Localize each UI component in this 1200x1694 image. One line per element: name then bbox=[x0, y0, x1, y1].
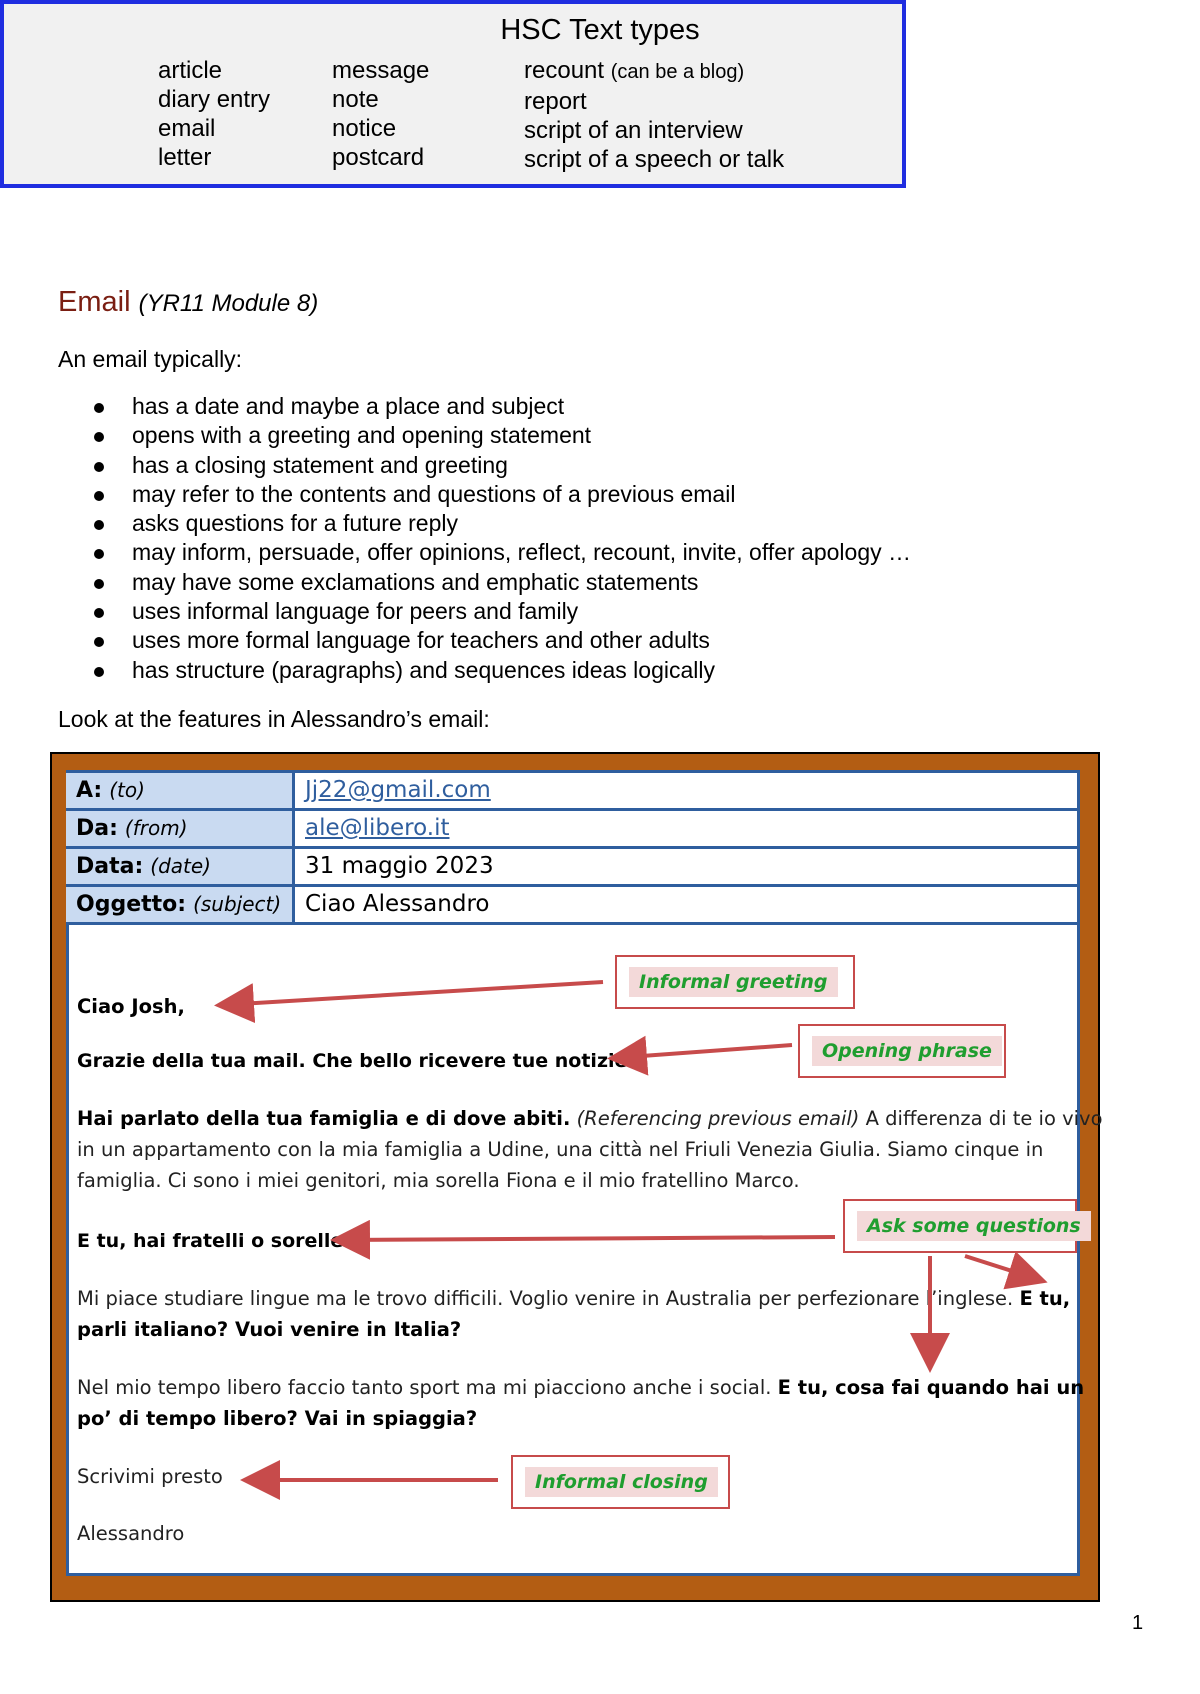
text-types-column-2 bbox=[332, 56, 429, 172]
list-item: may inform, persuade, offer opinions, reflect, recount, invite, offer apology … bbox=[94, 538, 911, 567]
email-signature: Alessandro bbox=[77, 1522, 185, 1545]
email-to-value[interactable] bbox=[305, 773, 491, 808]
page-number: 1 bbox=[1132, 1612, 1144, 1634]
email-from-row bbox=[66, 811, 1080, 849]
section-heading bbox=[58, 286, 318, 319]
annotation-informal-closing bbox=[511, 1455, 730, 1509]
text-type-item: letter bbox=[158, 144, 212, 171]
email-greeting: Ciao Josh, bbox=[77, 995, 185, 1018]
text-types-column-1 bbox=[158, 56, 270, 172]
email-from-link[interactable]: ale@libero.it bbox=[305, 815, 450, 841]
annotation-ask-questions bbox=[843, 1199, 1081, 1253]
email-from-label: Da: (from) bbox=[66, 811, 295, 846]
text-type-item: article bbox=[158, 57, 223, 84]
annotation-label: Opening phrase bbox=[812, 1036, 1002, 1066]
email-date-row bbox=[66, 849, 1080, 887]
text-type-item: recount bbox=[524, 57, 605, 84]
annotation-opening-phrase bbox=[798, 1024, 1006, 1078]
email-to-label: A: (to) bbox=[66, 773, 295, 808]
text-type-item: note bbox=[332, 86, 379, 113]
text-type-item: notice bbox=[332, 115, 397, 142]
email-date-value: 31 maggio 2023 bbox=[305, 853, 494, 879]
list-item: asks questions for a future reply bbox=[94, 509, 911, 538]
annotation-label: Informal closing bbox=[525, 1467, 718, 1497]
annotation-informal-greeting bbox=[615, 955, 855, 1009]
email-question-1: E tu, hai fratelli o sorelle? bbox=[77, 1230, 355, 1252]
features-list bbox=[94, 392, 911, 685]
text-type-item: script of an interview bbox=[524, 117, 743, 144]
annotation-label: Ask some questions bbox=[857, 1211, 1091, 1241]
text-type-item: report bbox=[524, 88, 587, 115]
list-item: uses more formal language for teachers and other adults bbox=[94, 626, 911, 655]
email-paragraph-3: Nel mio tempo libero faccio tanto sport ma mi piacciono anche i social. E tu, cosa fai quando hai un po’ di tempo libero? Vai in spiaggia? bbox=[77, 1376, 1085, 1430]
text-types-title: HSC Text types bbox=[500, 14, 700, 46]
text-type-item: postcard bbox=[332, 144, 425, 171]
text-types-column-3 bbox=[524, 56, 784, 174]
email-to-row bbox=[66, 773, 1080, 811]
list-item: opens with a greeting and opening statement bbox=[94, 421, 911, 450]
look-at-text: Look at the features in Alessandro’s email: bbox=[58, 706, 490, 732]
email-subject-value: Ciao Alessandro bbox=[305, 891, 490, 917]
text-type-item: diary entry bbox=[158, 86, 271, 113]
annotation-label: Informal greeting bbox=[629, 967, 838, 997]
section-subtitle: (YR11 Module 8) bbox=[138, 290, 319, 317]
email-to-link[interactable]: Jj22@gmail.com bbox=[305, 777, 491, 803]
list-item: has a date and maybe a place and subject bbox=[94, 392, 911, 421]
text-types-box bbox=[0, 0, 906, 188]
email-opening: Grazie della tua mail. Che bello ricevere tue notizie! bbox=[77, 1050, 637, 1072]
email-subject-label: Oggetto: (subject) bbox=[66, 887, 295, 922]
intro-text: An email typically: bbox=[58, 346, 243, 372]
text-type-item: message bbox=[332, 57, 430, 84]
email-paragraph-2: Mi piace studiare lingue ma le trovo difficili. Voglio venire in Australia per perfezionare l’inglese. E tu, parli italiano? Vuoi venire in Italia? bbox=[77, 1287, 1071, 1341]
email-from-value[interactable] bbox=[305, 811, 450, 846]
text-type-item-recount bbox=[524, 56, 784, 87]
email-date-label: Data: (date) bbox=[66, 849, 295, 884]
list-item: may have some exclamations and emphatic statements bbox=[94, 568, 911, 597]
email-closing: Scrivimi presto bbox=[77, 1465, 223, 1488]
list-item: has structure (paragraphs) and sequences ideas logically bbox=[94, 656, 911, 685]
list-item: has a closing statement and greeting bbox=[94, 451, 911, 480]
email-paragraph-1: Hai parlato della tua famiglia e di dove abiti. (Referencing previous email) A differenza di te io vivo in un appartamento con la mia famiglia a Udine, una città nel Friuli Venezia Giulia. Siamo cinque in famiglia. Ci sono i miei genitori, mia sorella Fiona e il mio fratellino Marco. bbox=[77, 1107, 1103, 1192]
text-type-item: script of a speech or talk bbox=[524, 146, 785, 173]
list-item: uses informal language for peers and family bbox=[94, 597, 911, 626]
list-item: may refer to the contents and questions of a previous email bbox=[94, 480, 911, 509]
section-title: Email bbox=[58, 286, 131, 318]
text-type-item: email bbox=[158, 115, 216, 142]
email-subject-row bbox=[66, 887, 1080, 925]
text-type-note: (can be a blog) bbox=[610, 61, 745, 83]
